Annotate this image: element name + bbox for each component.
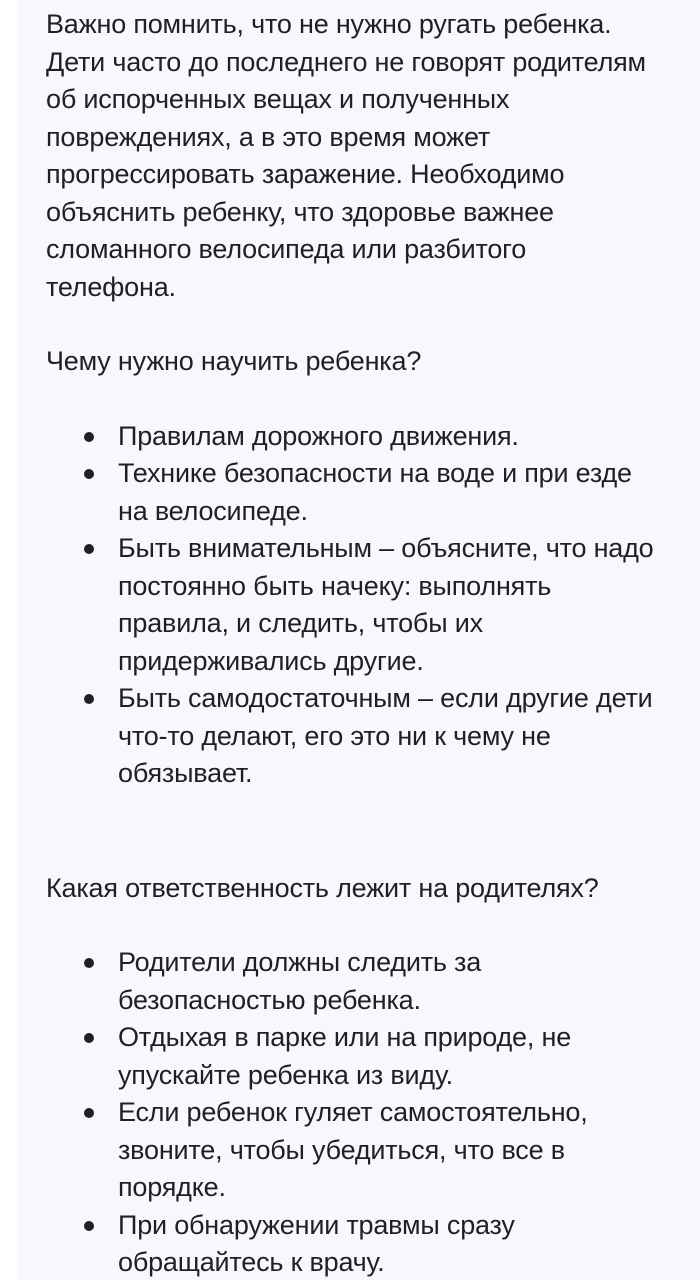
list-item-text: Если ребенок гуляет самостоятельно, звоните, чтобы убедиться, что все в порядке. bbox=[118, 1097, 588, 1202]
bullet-icon bbox=[84, 432, 94, 442]
bullet-icon bbox=[84, 1221, 94, 1231]
article-content bbox=[46, 6, 676, 1282]
intro-paragraph: Важно помнить, что не нужно ругать ребенка. Дети часто до последнего не говорят родителям об испорченных вещах и полученных повреждениях, а в это время может прогрессировать заражение. Необходимо объяснить ребенку, что здоровье важнее сломанного велосипеда или разбитого телефона. bbox=[46, 9, 646, 302]
list-item-text: При обнаружении травмы сразу обращайтесь к врачу. bbox=[118, 1209, 515, 1277]
list-item-text: Правилам дорожного движения. bbox=[118, 420, 519, 451]
teach-child-list bbox=[46, 418, 676, 793]
list-item-text: Родители должны следить за безопасностью ребенка. bbox=[118, 947, 482, 1015]
bullet-icon bbox=[84, 694, 94, 704]
bullet-icon bbox=[84, 469, 94, 479]
list-item bbox=[46, 418, 658, 456]
bullet-icon bbox=[84, 1033, 94, 1043]
section-heading-teach-child: Чему нужно научить ребенка? bbox=[46, 346, 422, 376]
list-item bbox=[46, 1019, 658, 1094]
list-item-text: Технике безопасности на воде и при езде на велосипеде. bbox=[118, 458, 632, 526]
bullet-icon bbox=[84, 1108, 94, 1118]
list-item bbox=[46, 1094, 658, 1207]
section-heading-parent-responsibility: Какая ответственность лежит на родителях? bbox=[46, 872, 599, 903]
list-item bbox=[46, 944, 658, 1019]
bullet-icon bbox=[84, 544, 94, 554]
list-item bbox=[46, 680, 658, 793]
list-item bbox=[46, 530, 658, 680]
list-item-text: Быть внимательным – объясните, что надо постоянно быть начеку: выполнять правила, и следить, чтобы их придерживались другие. bbox=[118, 533, 654, 676]
list-item-text: Быть самодостаточным – если другие дети что-то делают, его это ни к чему не обязывает. bbox=[118, 683, 653, 788]
parent-responsibility-list bbox=[46, 944, 676, 1282]
list-item bbox=[46, 1207, 658, 1282]
bullet-icon bbox=[84, 958, 94, 968]
list-item bbox=[46, 455, 658, 530]
list-item-text: Отдыхая в парке или на природе, не упускайте ребенка из виду. bbox=[118, 1022, 572, 1090]
